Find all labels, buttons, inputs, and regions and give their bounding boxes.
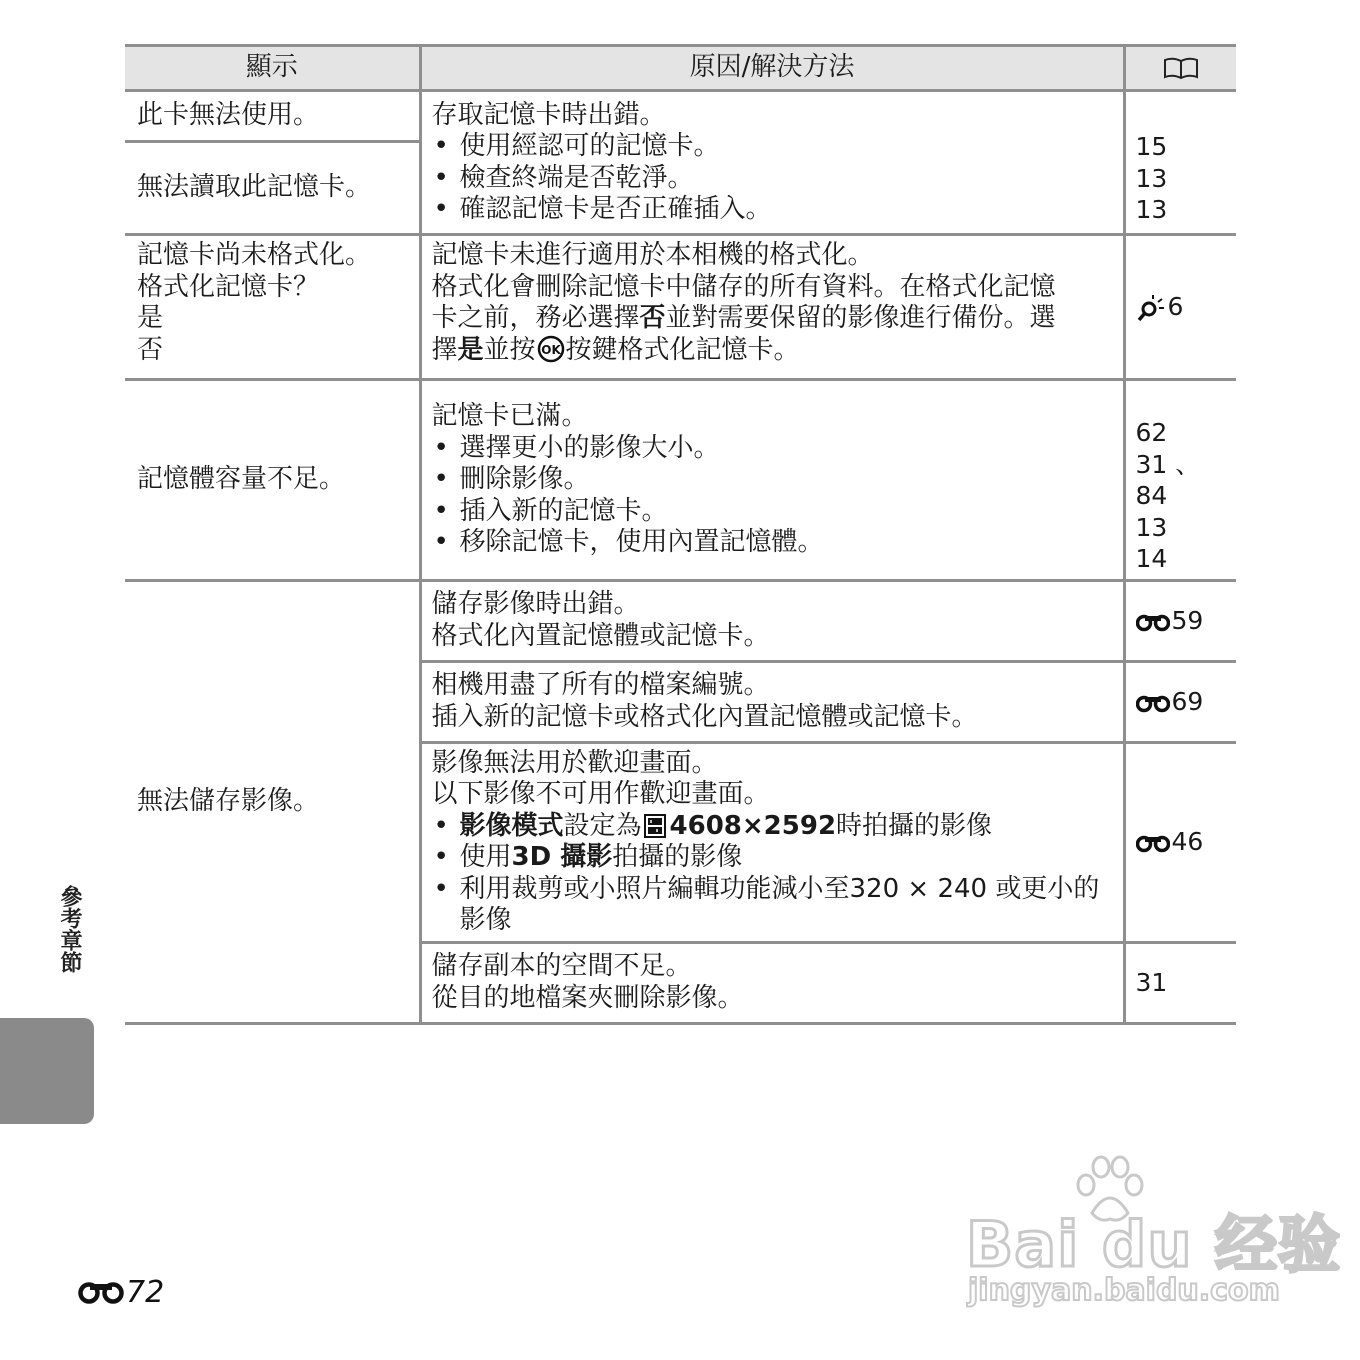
- page-ref: 59: [1171, 605, 1204, 635]
- bullet-item: • 影像模式設定為 4608×2592時拍攝的影像: [432, 811, 1115, 843]
- display-text: 否: [137, 334, 164, 365]
- page-ref: 14: [1135, 544, 1168, 573]
- display-text: 記憶體容量不足。: [137, 464, 346, 494]
- setup-wrench-icon: [1136, 294, 1166, 322]
- cause-cell: [420, 661, 1124, 742]
- cause-line: 插入新的記憶卡或格式化內置記憶體或記憶卡。: [431, 701, 978, 732]
- cause-cell: [420, 742, 1124, 942]
- bullet-item: • 刪除影像。: [432, 464, 1115, 496]
- page-ref: 31 、84: [1135, 449, 1201, 510]
- watermark-url: jingyan.baidu.com: [968, 1273, 1280, 1308]
- bullet-item: • 插入新的記憶卡。: [432, 496, 1115, 528]
- cause-line: 影像無法用於歡迎畫面。: [431, 747, 718, 778]
- table-row: [125, 580, 1236, 661]
- baidu-jingyan-watermark: [960, 1155, 1342, 1315]
- reference-cell: [1124, 742, 1236, 942]
- bullet-item: • 檢查終端是否乾淨。: [432, 163, 1115, 195]
- bullet-item: • 使用經認可的記憶卡。: [432, 131, 1115, 163]
- page-ref: 13: [1135, 512, 1168, 542]
- display-cell: [125, 380, 420, 581]
- cause-line: 以下影像不可用作歡迎畫面。: [431, 779, 770, 809]
- page-ref: 15: [1135, 132, 1168, 162]
- page-ref: 31: [1135, 967, 1168, 997]
- table-row: [125, 380, 1236, 581]
- header-display: 顯示: [125, 46, 420, 91]
- display-cell: [125, 235, 420, 380]
- ok-button-icon: [537, 335, 565, 363]
- cause-line: 儲存副本的空間不足。: [431, 951, 692, 981]
- chapter-tab: [0, 1018, 94, 1124]
- reference-cell: [1124, 661, 1236, 742]
- cause-line: 從目的地檔案夾刪除影像。: [431, 982, 744, 1013]
- display-text: 記憶卡尚未格式化。: [137, 240, 372, 270]
- reference-section-icon: [1136, 833, 1170, 853]
- cause-title: 記憶卡已滿。: [431, 401, 588, 431]
- display-text: 無法讀取此記憶卡。: [137, 172, 372, 203]
- cause-line: 擇是並按 OK 按鍵格式化記憶卡。: [431, 334, 800, 365]
- table-row: [125, 91, 1236, 142]
- watermark-main: Bai du 经验: [966, 1208, 1342, 1281]
- reference-cell: [1124, 942, 1236, 1023]
- cause-line: 記憶卡未進行適用於本相機的格式化。: [431, 240, 874, 270]
- header-cause-solution: 原因/解決方法: [420, 46, 1124, 91]
- page-ref: 62: [1135, 418, 1168, 447]
- bullet-item: • 利用裁剪或小照片編輯功能減小至320 × 240 或更小的 影像: [432, 874, 1115, 937]
- page-ref: 13: [1135, 163, 1168, 193]
- cause-title: 存取記憶卡時出錯。: [431, 99, 666, 130]
- cause-line: 卡之前，務必選擇否並對需要保留的影像進行備份。選: [431, 303, 1056, 333]
- display-text: 此卡無法使用。: [137, 100, 320, 131]
- cause-cell: [420, 380, 1124, 581]
- cause-cell: [420, 235, 1124, 380]
- error-message-table: [125, 44, 1236, 1025]
- page-ref: 13: [1135, 195, 1168, 225]
- header-reference: [1124, 46, 1236, 91]
- cause-line: 儲存影像時出錯。: [431, 589, 640, 619]
- book-icon: [1163, 56, 1199, 80]
- reference-cell: [1124, 380, 1236, 581]
- page-ref: 6: [1167, 292, 1184, 322]
- table-row: [125, 235, 1236, 380]
- page-ref: 46: [1171, 827, 1204, 857]
- reference-cell: [1124, 235, 1236, 380]
- display-text: 是: [137, 303, 164, 333]
- display-cell: [125, 580, 420, 1023]
- bullet-item: • 確認記憶卡是否正確插入。: [432, 194, 1115, 226]
- cause-cell: [420, 942, 1124, 1023]
- display-text: 格式化記憶卡？: [137, 271, 320, 302]
- page-number: [78, 1270, 164, 1314]
- chapter-side-label: 參考章節: [57, 885, 82, 973]
- svg-text:OK: OK: [540, 342, 561, 357]
- cause-line: 格式化內置記憶體或記憶卡。: [431, 620, 770, 651]
- reference-section-icon: [78, 1279, 124, 1305]
- display-text: 無法儲存影像。: [137, 785, 320, 816]
- reference-section-icon: [1136, 612, 1170, 632]
- bullet-item: • 移除記憶卡，使用內置記憶體。: [432, 527, 1115, 559]
- bullet-item: • 使用3D 攝影拍攝的影像: [432, 842, 1115, 874]
- cause-line: 相機用盡了所有的檔案編號。: [431, 670, 770, 700]
- cause-line: 格式化會刪除記憶卡中儲存的所有資料。在格式化記憶: [431, 271, 1056, 302]
- no-option-label: 否: [639, 303, 666, 333]
- display-cell: [125, 91, 420, 142]
- reference-section-icon: [1136, 693, 1170, 713]
- display-cell: [125, 142, 420, 235]
- bullet-item: • 選擇更小的影像大小。: [432, 433, 1115, 465]
- reference-cell: [1124, 580, 1236, 661]
- image-mode-16m-icon: [644, 814, 666, 838]
- cause-cell: [420, 580, 1124, 661]
- page-number-text: 72: [126, 1274, 165, 1310]
- reference-cell: [1124, 91, 1236, 235]
- page-ref: 69: [1171, 686, 1204, 716]
- cause-cell: [420, 91, 1124, 235]
- table-header-row: [125, 46, 1236, 91]
- yes-option-label: 是: [457, 334, 484, 365]
